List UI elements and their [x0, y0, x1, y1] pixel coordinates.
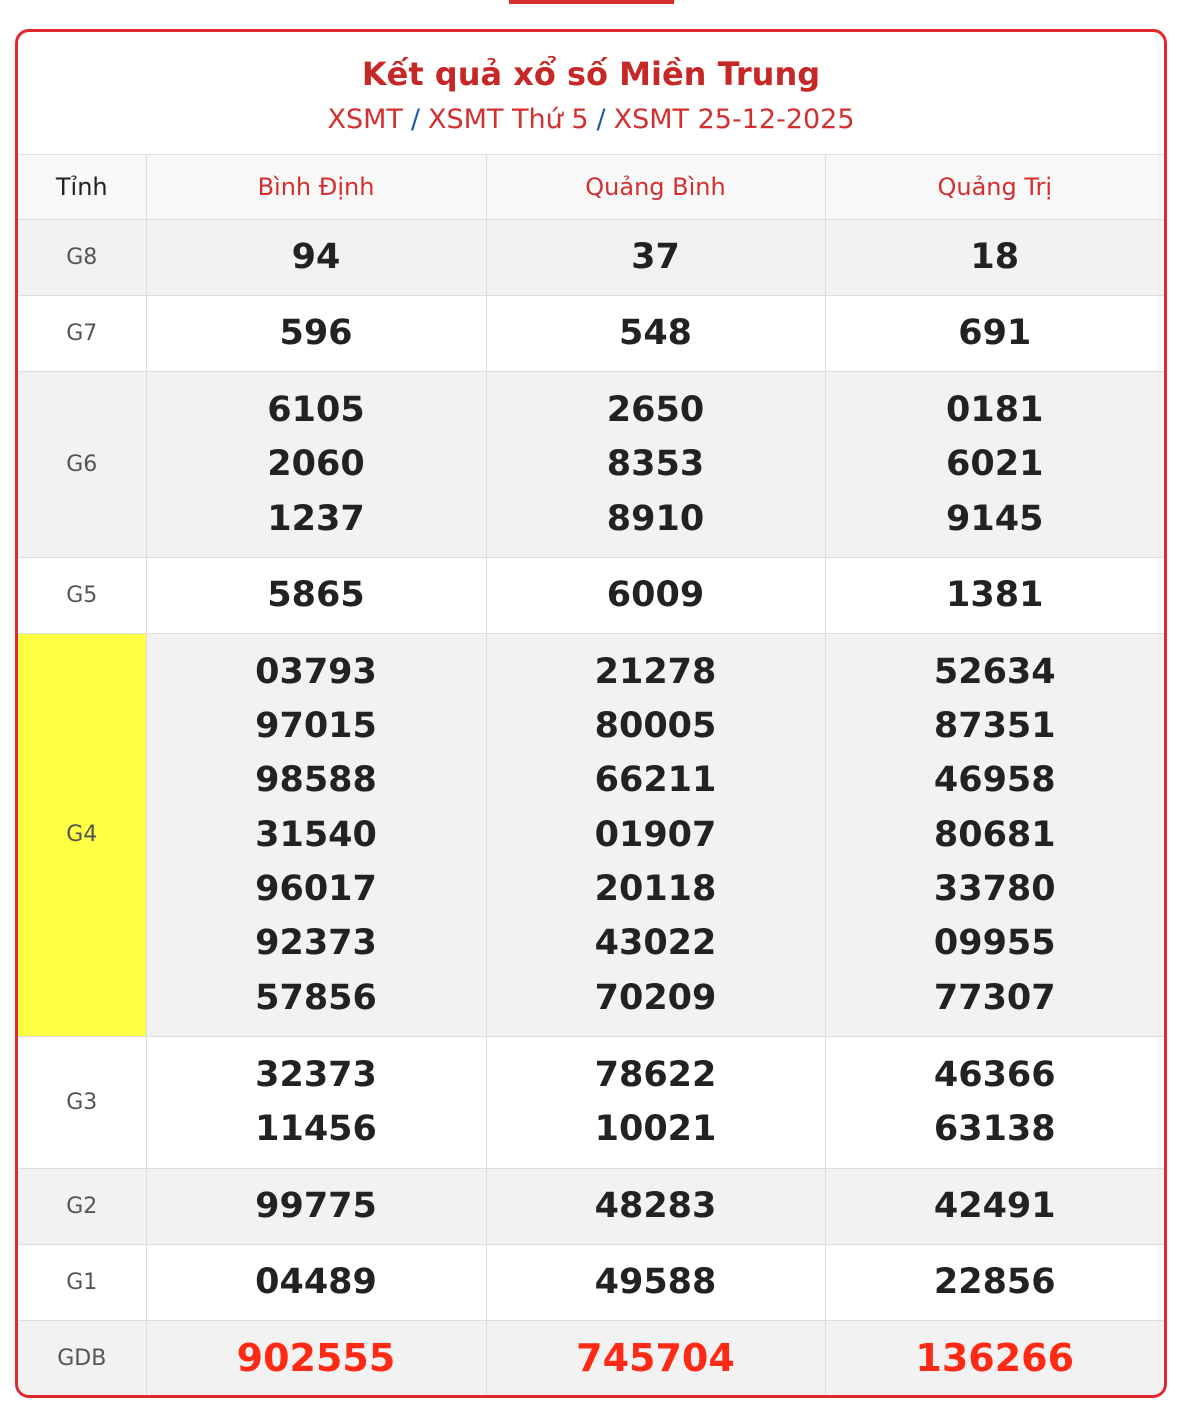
result-number: 596	[279, 313, 353, 354]
result-cell-quang-tri	[825, 220, 1164, 296]
result-number: 20118	[594, 869, 717, 910]
result-number: 18	[970, 237, 1020, 278]
result-number: 2060	[267, 444, 365, 485]
province-header-quang-tri[interactable]: Quảng Trị	[825, 155, 1164, 220]
result-number: 37	[631, 237, 680, 278]
result-number: 42491	[933, 1185, 1056, 1226]
result-cell-quang-tri	[825, 1320, 1164, 1396]
special-prize-number: 902555	[236, 1335, 396, 1380]
province-column-label: Tỉnh	[18, 155, 146, 220]
result-cell-quang-binh	[486, 372, 825, 558]
result-cell-binh-dinh	[146, 296, 486, 372]
result-cell-binh-dinh	[146, 372, 486, 558]
breadcrumb-separator: /	[410, 104, 421, 135]
result-cell-quang-binh	[486, 633, 825, 1036]
table-row	[18, 1320, 1164, 1396]
result-number: 1237	[267, 498, 365, 539]
result-number: 66211	[594, 760, 717, 801]
result-number: 1381	[946, 575, 1044, 616]
table-row	[18, 1036, 1164, 1168]
result-number: 46366	[933, 1054, 1056, 1095]
result-number: 5865	[267, 575, 365, 616]
result-number: 9145	[946, 498, 1044, 539]
result-number: 2650	[606, 390, 705, 430]
prize-label: G4	[18, 633, 146, 1036]
table-row	[18, 220, 1164, 296]
result-number: 43022	[594, 923, 717, 964]
table-row	[18, 1168, 1164, 1244]
results-body	[18, 220, 1164, 1397]
result-cell-binh-dinh	[146, 1244, 486, 1320]
result-cell-binh-dinh	[146, 557, 486, 633]
result-cell-quang-binh	[486, 220, 825, 296]
result-number: 04489	[255, 1261, 377, 1302]
result-number: 77307	[933, 977, 1056, 1018]
breadcrumb-xsmt-date[interactable]: XSMT 25-12-2025	[613, 104, 855, 135]
result-number: 10021	[594, 1109, 717, 1150]
result-cell-quang-tri	[825, 372, 1164, 558]
table-row	[18, 296, 1164, 372]
result-number: 98588	[255, 760, 377, 801]
breadcrumb-xsmt[interactable]: XSMT	[327, 104, 403, 135]
table-row	[18, 557, 1164, 633]
result-cell-binh-dinh	[146, 220, 486, 296]
result-number: 92373	[255, 923, 377, 964]
result-number: 80681	[933, 814, 1056, 855]
result-number: 78622	[594, 1054, 717, 1095]
result-number: 6009	[606, 575, 705, 616]
breadcrumb-xsmt-thu-5[interactable]: XSMT Thứ 5	[428, 104, 589, 135]
result-number: 48283	[594, 1185, 717, 1226]
result-cell-quang-tri	[825, 1244, 1164, 1320]
results-table	[18, 155, 1164, 1397]
result-cell-quang-binh	[486, 296, 825, 372]
province-header-quang-binh[interactable]: Quảng Bình	[486, 155, 825, 220]
page-title: Kết quả xổ số Miền Trung	[361, 55, 821, 93]
results-header	[18, 32, 1164, 155]
special-prize-number: 745704	[576, 1335, 735, 1380]
prize-label: G3	[18, 1036, 146, 1168]
top-accent-bar	[509, 0, 674, 4]
result-number: 96017	[255, 869, 377, 910]
result-number: 32373	[255, 1054, 377, 1095]
results-card	[15, 29, 1167, 1398]
result-cell-binh-dinh	[146, 1036, 486, 1168]
breadcrumb-separator: /	[596, 104, 606, 135]
result-number: 691	[958, 313, 1032, 354]
prize-label: GDB	[18, 1320, 146, 1396]
result-cell-binh-dinh	[146, 1168, 486, 1244]
result-cell-quang-binh	[486, 1036, 825, 1168]
result-number: 0181	[946, 390, 1044, 430]
result-number: 46958	[933, 760, 1056, 801]
result-number: 31540	[255, 814, 377, 855]
result-number: 52634	[933, 651, 1056, 692]
result-cell-quang-binh	[486, 1244, 825, 1320]
result-cell-quang-tri	[825, 296, 1164, 372]
result-cell-binh-dinh	[146, 633, 486, 1036]
prize-label: G5	[18, 557, 146, 633]
prize-label: G8	[18, 220, 146, 296]
prize-label: G7	[18, 296, 146, 372]
prize-label: G1	[18, 1244, 146, 1320]
result-cell-quang-tri	[825, 1036, 1164, 1168]
result-number: 49588	[594, 1261, 717, 1302]
result-number: 8353	[606, 444, 705, 485]
result-number: 70209	[594, 977, 717, 1018]
result-number: 99775	[255, 1185, 377, 1226]
result-cell-quang-binh	[486, 557, 825, 633]
result-number: 63138	[933, 1109, 1056, 1150]
table-row	[18, 1244, 1164, 1320]
table-row	[18, 633, 1164, 1036]
result-number: 6105	[267, 390, 365, 430]
result-number: 09955	[933, 923, 1056, 964]
result-number: 6021	[946, 444, 1044, 485]
result-number: 03793	[255, 651, 377, 692]
result-number: 548	[618, 313, 693, 354]
result-cell-quang-binh	[486, 1168, 825, 1244]
result-number: 22856	[933, 1261, 1056, 1302]
special-prize-number: 136266	[915, 1335, 1075, 1380]
result-number: 21278	[594, 651, 717, 692]
result-number: 80005	[594, 706, 717, 747]
result-cell-binh-dinh	[146, 1320, 486, 1396]
result-number: 94	[291, 237, 341, 278]
prize-label: G2	[18, 1168, 146, 1244]
result-number: 97015	[255, 706, 377, 747]
result-cell-quang-tri	[825, 633, 1164, 1036]
province-header-binh-dinh[interactable]: Bình Định	[146, 155, 486, 220]
result-cell-quang-tri	[825, 1168, 1164, 1244]
result-number: 33780	[933, 869, 1056, 910]
table-header-row	[18, 155, 1164, 220]
result-number: 11456	[255, 1109, 377, 1150]
result-number: 87351	[933, 706, 1056, 747]
prize-label: G6	[18, 372, 146, 558]
breadcrumb	[18, 102, 1164, 138]
result-cell-quang-binh	[486, 1320, 825, 1396]
table-row	[18, 372, 1164, 558]
result-number: 57856	[255, 977, 377, 1018]
result-cell-quang-tri	[825, 557, 1164, 633]
result-number: 8910	[606, 498, 705, 539]
result-number: 01907	[594, 814, 717, 855]
